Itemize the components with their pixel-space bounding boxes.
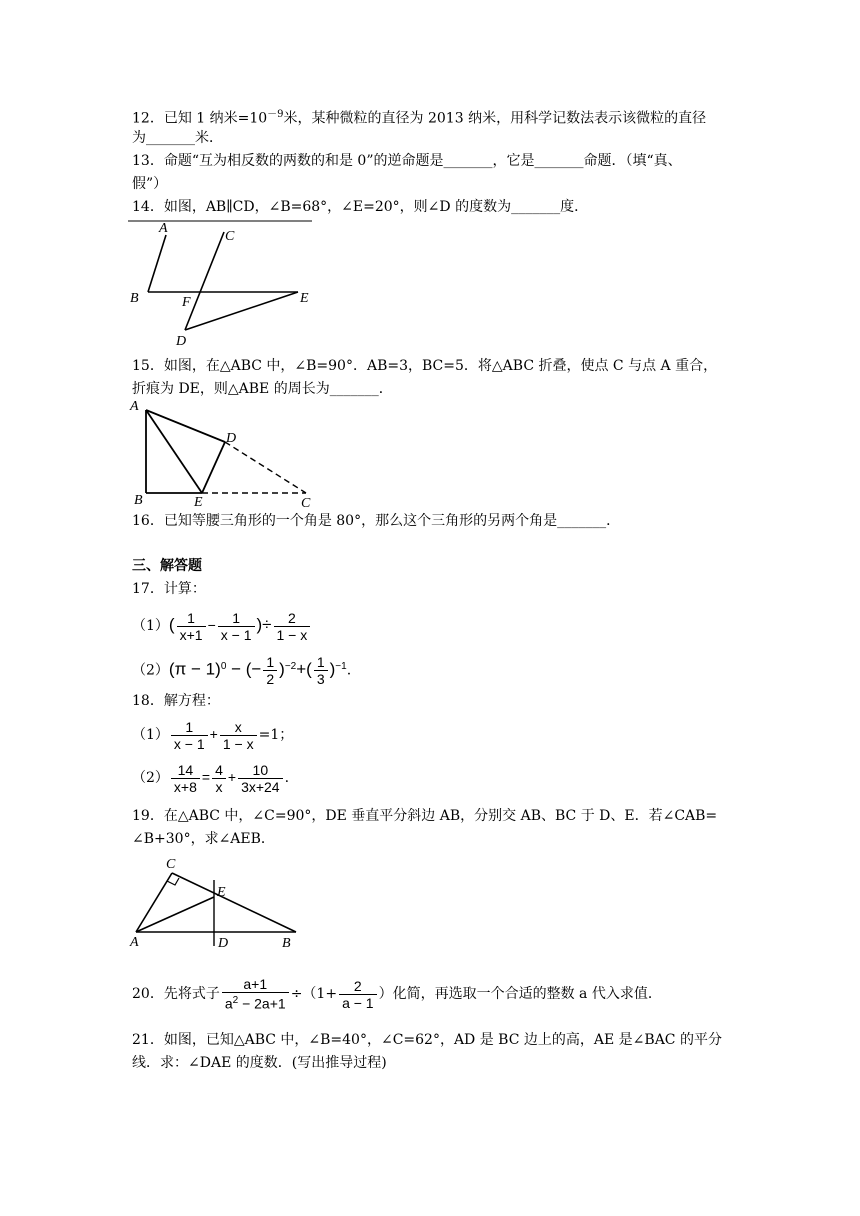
q18-p1-rhs: =1； xyxy=(258,727,294,743)
q17-p2-end: . xyxy=(346,662,352,679)
q18-title: 18．解方程： xyxy=(132,693,220,709)
fig19-label-B: B xyxy=(282,936,291,951)
q17-p2-frac-third xyxy=(314,654,328,687)
q13-line2: 假”） xyxy=(132,176,168,192)
q12-line2: 为_______米． xyxy=(132,130,223,146)
fig14-label-F: F xyxy=(182,295,191,310)
q20-line xyxy=(132,974,662,1014)
q17-p2-exp-c: −1 xyxy=(335,661,347,672)
fig19-segment-AE xyxy=(136,897,214,932)
fig19-label-C: C xyxy=(166,857,176,872)
q18-p1-label: （1） xyxy=(132,727,169,743)
q12-exponent: －9 xyxy=(267,109,284,120)
q18-p2-frac2 xyxy=(212,762,226,795)
q17-p1-open: ( xyxy=(168,615,175,634)
q18-p1-frac1-den: x − 1 xyxy=(173,735,205,752)
fig14-label-E: E xyxy=(300,291,309,306)
section-3-title: 三、解答题 xyxy=(132,558,202,574)
fig14-segment-CD xyxy=(185,232,224,330)
q20-div: ÷（1+ xyxy=(290,986,338,1002)
q18-p1-plus: + xyxy=(209,726,218,742)
q20-frac2-num: 2 xyxy=(339,978,377,995)
q16-text: 16．已知等腰三角形的一个角是 80°，那么这个三角形的另两个角是_______． xyxy=(132,513,621,529)
q17-p1-frac1 xyxy=(177,610,206,643)
q18-p2-frac2-den: x xyxy=(215,778,223,795)
q20-frac2-den: a − 1 xyxy=(342,994,374,1011)
fig15-label-C: C xyxy=(301,496,311,511)
q18-p2-frac2-num: 4 xyxy=(212,762,226,779)
q20-frac1-den-base: a xyxy=(224,995,233,1012)
fig15-dashed-DC xyxy=(225,442,306,493)
fig15-label-D: D xyxy=(226,431,237,446)
q18-p1-frac2 xyxy=(220,719,257,752)
q17-part2 xyxy=(132,648,351,690)
q14-text: 14．如图，AB∥CD，∠B=68°，∠E=20°，则∠D 的度数为_______度． xyxy=(132,199,589,215)
q17-p2-term-a: (π − 1) xyxy=(168,659,221,679)
fig15-label-A: A xyxy=(130,399,139,414)
fig14-label-A: A xyxy=(159,221,168,236)
fig19-label-E: E xyxy=(217,885,226,900)
q20-frac1-den xyxy=(222,993,289,1012)
q17-p2-term-c: +( xyxy=(296,659,312,679)
q17-p1-close-div: )÷ xyxy=(256,615,272,634)
q20-frac1 xyxy=(222,976,289,1012)
q18-p2-frac3 xyxy=(238,762,283,795)
q17-p2-label: （2） xyxy=(132,662,169,679)
q17-p1-minus: − xyxy=(207,617,216,633)
q17-p1-frac2-num: 1 xyxy=(218,610,255,627)
q17-p1-frac3-den: 1 − x xyxy=(276,626,308,643)
q21-line2: 线．求：∠DAE 的度数．(写出推导过程) xyxy=(132,1055,387,1071)
q18-p1-frac1 xyxy=(171,719,208,752)
figure-q15 xyxy=(128,396,328,512)
q17-p2-frac-half xyxy=(263,654,277,687)
q18-p2-plus: + xyxy=(227,769,237,785)
q17-part1 xyxy=(132,606,312,645)
q17-p2-close-b: ) xyxy=(279,659,285,679)
fig14-segment-DE xyxy=(185,292,298,330)
q20-frac1-num: a+1 xyxy=(222,976,289,993)
q17-p1-frac3-num: 2 xyxy=(274,610,311,627)
q18-p2-frac1-num: 14 xyxy=(171,762,200,779)
q17-p1-frac2 xyxy=(218,610,255,643)
q17-title: 17．计算： xyxy=(132,581,206,597)
q18-p2-frac1-den: x+8 xyxy=(173,778,197,795)
q18-p2-equals: = xyxy=(201,769,211,785)
q12-line1 xyxy=(132,105,706,129)
fig15-label-B: B xyxy=(134,493,143,508)
fig14-segment-AB xyxy=(148,235,166,292)
fig15-segment-AE xyxy=(146,410,202,493)
fig14-label-D: D xyxy=(176,334,187,348)
q13-line1: 13．命题“互为相反数的两数的和是 0”的逆命题是_______，它是_______命题．（填“真、 xyxy=(132,153,682,169)
q17-p1-frac3 xyxy=(274,610,311,643)
q17-p2-frac-half-den: 2 xyxy=(266,671,275,688)
q20-frac1-den-rest: − 2a+1 xyxy=(238,995,286,1012)
q15-line2: 折痕为 DE，则△ABE 的周长为_______． xyxy=(132,381,393,397)
q17-p2-frac-third-den: 3 xyxy=(316,671,325,688)
fig14-label-C: C xyxy=(225,229,235,244)
q17-p2-exp-a: 0 xyxy=(220,661,227,672)
fig14-label-B: B xyxy=(130,291,139,306)
q17-p2-term-b: − (− xyxy=(226,659,262,679)
q18-p2-frac3-num: 10 xyxy=(238,762,283,779)
q15-line1: 15．如图，在△ABC 中，∠B=90°．AB=3，BC=5．将△ABC 折叠，使点 C 与点 A 重合， xyxy=(132,358,718,374)
q17-p1-frac1-num: 1 xyxy=(177,610,206,627)
q18-part1 xyxy=(132,715,293,754)
q18-p1-frac2-den: 1 − x xyxy=(222,735,254,752)
fig19-label-D: D xyxy=(218,936,229,951)
q21-line1: 21．如图，已知△ABC 中，∠B=40°，∠C=62°，AD 是 BC 边上的高，AE 是∠BAC 的平分 xyxy=(132,1032,722,1048)
q17-p1-frac2-den: x − 1 xyxy=(220,626,252,643)
q17-p1-frac1-den: x+1 xyxy=(179,626,203,643)
q18-p1-frac2-num: x xyxy=(220,719,257,736)
q17-p2-close-c: ) xyxy=(329,659,336,679)
q18-part2 xyxy=(132,758,289,797)
q17-p2-frac-third-num: 1 xyxy=(314,654,328,671)
q18-p2-frac3-den: 3x+24 xyxy=(241,778,280,795)
q20-pre: 20．先将式子 xyxy=(132,986,220,1002)
fig15-label-E: E xyxy=(194,495,203,510)
q17-p2-exp-b: −2 xyxy=(284,661,297,672)
q20-post: ）化简，再选取一个合适的整数 a 代入求值． xyxy=(378,986,662,1002)
figure-q19 xyxy=(126,850,326,954)
q17-p1-label: （1） xyxy=(132,618,169,634)
fig19-label-A: A xyxy=(130,935,139,950)
q18-p2-end: . xyxy=(284,770,290,786)
q18-p2-frac1 xyxy=(171,762,200,795)
q12-text-b: 米，某种微粒的直径为 2013 纳米，用科学记数法表示该微粒的直径 xyxy=(283,110,707,127)
q18-p2-label: （2） xyxy=(132,770,169,786)
q20-frac2 xyxy=(339,978,377,1011)
q18-p1-frac1-num: 1 xyxy=(171,719,208,736)
q12-text-a: 12．已知 1 纳米=10 xyxy=(132,110,268,127)
fig15-segment-DE xyxy=(202,442,225,493)
q20-frac1-den-exp: 2 xyxy=(232,995,239,1007)
figure-q14 xyxy=(128,218,318,348)
q17-p2-frac-half-num: 1 xyxy=(263,654,277,671)
q19-line1: 19．在△ABC 中，∠C=90°，DE 垂直平分斜边 AB，分别交 AB、BC 于 D、E．若∠CAB= xyxy=(132,808,718,824)
fig19-segment-CB xyxy=(172,873,296,932)
q19-line2: ∠B+30°，求∠AEB． xyxy=(132,831,275,847)
